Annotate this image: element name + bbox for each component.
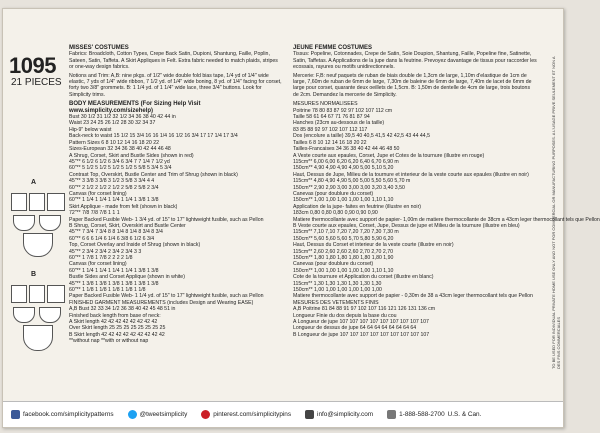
english-column [69,45,283,345]
fr-row: Cote de la tournure et Application du corset (illustre en blanc) [293,274,434,281]
country-label: U.S. & Can. [447,411,482,418]
en-row: A,B Bust 32 33 34 1/2 36 38 40 42 45 48 51 in [69,306,176,313]
en-row: Hip-9" below waist [69,126,112,133]
fr-row: 115cm** 7,10 7,10 7,20 7,20 7,20 7,30 7,30 m [293,229,399,236]
en-row: A Skirt length 42 42 42 42 42 42 42 42 [69,319,158,326]
usage-side-text: TO BE USED FOR INDIVIDUAL PRIVATE HOME USE ONLY AND NOT FOR COMMERCIAL OR MANUFACTURING PURPOSES. A L'USAGE PRIVE SEULEMENT ET NON A DES FINS COMMERCIALES [551,56,561,369]
fr-row: 115cm** 4,80 4,90 4,90 5,00 5,00 5,50 5,60 5,70 m [293,178,411,185]
pattern-envelope-back [2,8,600,428]
fr-row: Matiere thermocollante avec support de papier - 0,30m de 38 a 43cm leger thermocollant tels que Pellon [293,293,533,300]
en-row: Paper Backed Fusible Web- 1 3/4 yd. of 15" to 17" lightweight fusible, such as Pellon [69,216,264,223]
en-row: Finished back length from base of neck: [69,312,161,319]
en-row: B Skirt length 42 42 42 42 42 42 42 42 42 [69,331,165,338]
fr-row: Tailles-Francaises 34 36 38 40 42 44 46 48 50 [293,146,400,153]
fr-row: B Longueur de jupe 107 107 107 107 107 107 107 107 107 [293,331,430,338]
fr-row: 183cm 0,80 0,80 0,80 0,90 0,90 0,90 [293,210,378,217]
en-row: 45"** 7 3/4 7 3/4 8 8 1/4 8 1/4 8 3/4 8 3/4 [69,229,163,236]
fr-row: A Longueur de jupe 107 107 107 107 107 107 107 107 107 [293,319,429,326]
fr-row: B Veste courte aux epaules, Corset, Jupe, Dessus de jupe et Milieu de la tournure (illustre en bleu) [293,222,520,229]
fr-row: 115cm** 6,00 6,00 6,20 6,20 6,40 6,70 6,90 m [293,158,399,165]
phone-label: 1-888-588-2700 [399,411,445,418]
view-a-skirt-2 [39,215,61,231]
fr-row: Canevas (pour doublure du corset) [293,261,374,268]
fr-row: Poitrine 78 80 83 87 92 97 102 107 112 cm [293,107,393,114]
jeune-title: JEUNE FEMME COSTUMES [293,45,373,51]
en-row: Paper Backed Fusible Web- 1 1/4 yd. of 15" to 17" lightweight fusible, such as Pellon [69,293,264,300]
fr-row: 150cm** 5,60 5,60 5,60 5,70 5,80 5,90 6,20 [293,235,394,242]
body-measurements-title: BODY MEASUREMENTS (For Sizing Help Visit www.simplicity.com/sizehelp) [69,101,201,114]
en-row: Canvas (for corset lining) [69,261,127,268]
en-row: Top, Corset Overlay and Inside of Shrug (shown in black) [69,242,201,249]
en-row: Back-neck to waist 15 1/2 15 3/4 16 16 1/4 16 1/2 16 3/4 17 17 1/4 17 3/4 [69,133,238,140]
fr-row: 150cm** 1,80 1,80 1,80 1,80 1,80 1,80 1,90 [293,255,394,261]
view-b-skirt-3 [23,325,53,351]
en-row: Pattern Sizes 6 8 10 12 14 16 18 20 22 [69,139,159,146]
email-icon [305,410,314,419]
pieces-count: 21 PIECES [11,77,62,88]
fr-row: MESURES DES VETEMENTS FINIS [293,299,379,306]
email-link[interactable] [305,410,373,419]
mercerie-text: Mercerie: F,B: neuf paquets de ruban de biais double de 1,3cm de large, 1,10m d'elastique de 1cm de large, 7,60m de ruban de 6mm de large, 7,30m de baleine de 6mm de large, 7,40m de lacet de 6mm de large pour corset, quarante deux oeillets de 1,5cm. B: 1,50m de dentelle de 4cm de large, trois boutons de 2cm. Demandez la mercerie de Simplicity. [293,72,532,98]
en-row: 45"** 3 3/8 3 3/8 3 1/2 3 5/8 3 3/4 4 4 [69,178,155,185]
tissus-text: Tissus: Popeline, Cotonnades, Crepe de Satin, Soie Doupion, Shantung, Faille, Popeline fine, Satinette, Satin, Taffetas. A Applications de la jupe dans la feutrine. Prevoyez davantage de tissus pour raccorder les ecossais, rayures ou motifs unidirectionnels. [293,51,537,71]
pinterest-label: pinterest.com/simplicitypins [213,411,292,418]
english-rows [69,114,283,345]
fr-row: Matiere thermocollante avec support de papier- 1,00m de matiere thermocollante de 38cm a 43cm leger thermocollant tels que Pellon [293,216,600,223]
fr-row: Haut, Dessus du Corset et interieur de la veste courte (illustre en noir) [293,242,454,249]
fr-row: 83 85 88 92 97 102 107 112 117 [293,126,368,133]
fr-row: Tailles 6 8 10 12 14 16 18 20 22 [293,139,367,146]
en-row: 45"** 6 1/2 6 1/2 6 3/4 6 3/4 7 7 1/4 7 1/2 yd [69,158,170,165]
view-b-label: B [31,271,37,278]
view-b-thumb-2 [29,285,45,303]
en-row: FINISHED GARMENT MEASUREMENTS (includes Design and Wearing EASE) [69,299,254,306]
twitter-icon [128,410,137,419]
en-row: 60"** 2 1/2 2 1/2 2 1/2 2 5/8 2 5/8 2 3/4 [69,184,159,191]
fr-row: 115cm** 1,30 1,30 1,30 1,30 1,30 1,30 [293,280,382,287]
en-row: 60"** 1 1/4 1 1/4 1 1/4 1 1/4 1 3/8 1 3/8 [69,197,159,204]
en-row: 60"** 5 1/2 5 1/2 5 1/2 5 1/2 5 5/8 5 3/4 5 3/4 [69,165,172,172]
en-row: Contrast Top, Overskirt, Bustle Center and Trim of Shrug (shown in black) [69,171,238,178]
fr-row: Longueur Finie du dos depuis la base du cou [293,312,397,319]
fr-row: Haut, Dessus de Jupe, Milieu de la tournure et interieur de la veste courte aux epaules (illustre en noir) [293,171,529,178]
en-row: Over Skirt length 25 25 25 25 25 25 25 25 [69,325,166,332]
pinterest-link[interactable] [201,410,291,419]
phone-info [387,410,481,419]
notions-text: Notions and Trim: A,B: nine pkgs. of 1/2" wide double fold bias tape, 1/4 yd of 1/4" wide elastic, 7 yds of 1/4" wide ribbon, 7 1/2 yd. of 1/4" wide boning, 8 yd. of 1/4" facing for corset, forty two 3/8" grommets. B: 1 1/4 yd. of 1 1/4" wide lace, three 3/4" buttons. Look for Simplicity trims. [69,72,282,98]
fr-row: 150cm** 2,90 2,90 3,00 3,00 3,00 3,20 3,40 3,50 [293,184,405,191]
facebook-icon [11,410,20,419]
view-a-skirt-1 [13,215,35,231]
fr-row: 150cm** 4,90 4,90 4,90 4,90 5,00 5,10 5,20 [293,165,394,172]
fr-row: Longueur de dessus de jupe 64 64 64 64 64 64 64 64 [293,325,417,332]
fr-row: Hanches (23cm au-dessous de la taille) [293,120,385,127]
en-row: Bustle Sides and Corset Applique (shown in white) [69,274,185,281]
en-row: Sizes-European 32 34 36 38 40 42 44 46 48 [69,146,171,153]
fr-row: A,B Poitrine 81 84 88 91 97 102 107 116 121 126 131 136 cm [293,306,436,313]
twitter-label: @tweetsimplicity [139,411,188,418]
view-b-skirt-2 [39,307,61,323]
view-b-thumb-3 [47,285,65,303]
fabrics-text: Fabrics: Broadcloth, Cotton Types, Crepe Back Satin, Dupioni, Shantung, Faille, Poplin, Sateen, Satin, Taffeta. A Skirt Appliques in Felt. Extra fabric needed to match plaids, stripes or one-way design fabrics. [69,51,278,71]
view-a-thumb-3 [47,193,65,211]
pattern-number: 1095 [9,53,56,78]
en-row: 60"** 1 1/4 1 1/4 1 1/4 1 1/4 1 3/8 1 3/8 [69,267,159,274]
en-row: Canvas (for corset lining) [69,190,127,197]
fr-row: Taille 58 61 64 67 71 76 81 87 94 [293,114,370,121]
en-row: 60"** 6 6 6 1/4 6 1/4 6 3/8 6 1/2 6 3/4 [69,235,155,242]
twitter-link[interactable] [128,410,188,419]
en-row: 45"** 2 3/4 2 3/4 2 3/4 2 3/4 3 3 [69,248,142,255]
fr-row: MESURES NORMALISEES [293,101,358,108]
footer-bar [3,401,563,427]
en-row: 60"** 1 1/8 1 1/8 1 1/8 1 1/8 1 1/8 [69,287,146,294]
en-row: Skirt Applique - made from felt (shown in black) [69,203,178,210]
en-row: B Shrug, Corset, Skirt, Overskirt and Bustle Center [69,222,186,229]
misses-title: MISSES' COSTUMES [69,45,129,51]
email-label: info@simplicity.com [317,411,374,418]
en-row: **without nap **with or without nap [69,338,149,345]
fr-row: 150cm** 1,00 1,00 1,00 1,00 1,00 1,10 1,10 [293,197,394,204]
view-a-skirt-3 [23,233,53,257]
view-a-label: A [31,179,37,186]
en-row: A Shrug, Corset, Skirt and Bustle Sides (shown in red) [69,152,194,159]
phone-icon [387,410,396,419]
fr-row: 115cm** 2,60 2,60 2,60 2,60 2,70 2,70 2,70 [293,248,393,255]
facebook-link[interactable] [11,410,114,419]
en-row: Waist 23 24 25 26 1/2 28 30 32 34 37 [69,120,156,127]
view-b-skirt-1 [13,307,35,323]
fr-row: 150cm** 1,00 1,00 1,00 1,00 1,00 1,00 [293,287,382,294]
facebook-label: facebook.com/simplicitypatterns [23,411,114,418]
view-a-thumb-1 [11,193,27,211]
view-a-thumb-2 [29,193,45,211]
fr-row: 150cm** 1,00 1,00 1,00 1,00 1,00 1,10 1,10 [293,267,394,274]
en-row: 72"** 7/8 7/8 7/8 1 1 1 [69,210,120,217]
fr-row: A Veste courte aux epaules, Corset, Jupe et Cotes de la tournure (illustre en rouge) [293,152,485,159]
fr-row: Application de la jupe- faites en feutrine (illustre en noir) [293,203,422,210]
en-row: 45"** 1 3/8 1 3/8 1 3/8 1 3/8 1 3/8 1 3/8 [69,280,159,287]
en-row: Bust 30 1/2 31 1/2 32 1/2 34 36 38 40 42 44 in [69,114,176,121]
fr-row: Dos (encolure a taille) 39,5 40 40,5 41,5 42 42,5 43 44 44,5 [293,133,430,140]
view-thumbnails [9,179,71,379]
en-row: 60"** 1 7/8 1 7/8 2 2 2 2 1/8 [69,255,133,261]
pinterest-icon [201,410,210,419]
view-b-thumb-1 [11,285,27,303]
fr-row: Canevas (pour doublure du corset) [293,190,374,197]
